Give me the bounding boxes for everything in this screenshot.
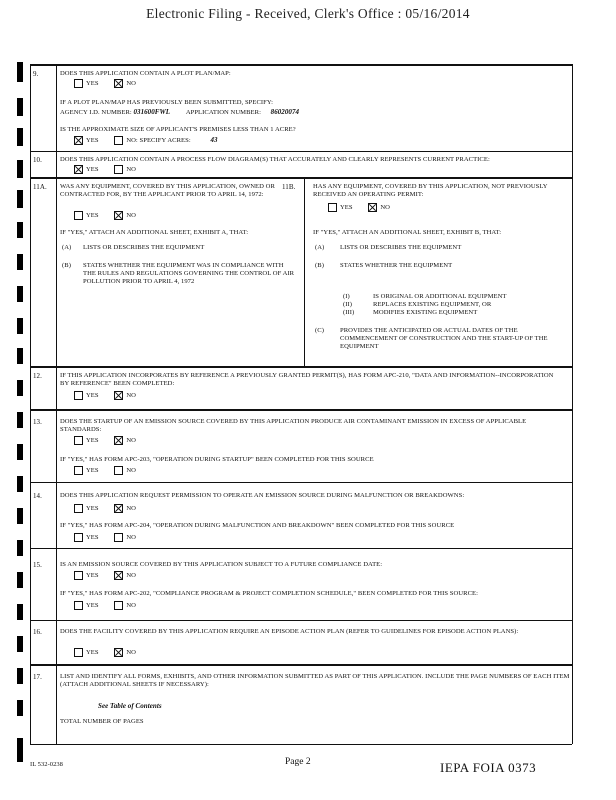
q13-yes-checkbox[interactable] [74,436,83,445]
agency-id-value: 031600FWL [133,108,171,116]
apc202-yes-checkbox[interactable] [74,601,83,610]
q9-no-checkbox[interactable] [114,79,123,88]
q11b-a-label: (A) [315,244,325,251]
q16-yes-checkbox[interactable] [74,648,83,657]
q14-no-checkbox[interactable] [114,504,123,513]
registration-mark [17,604,23,620]
registration-mark [17,190,23,208]
apc204-yes-checkbox[interactable] [74,533,83,542]
q9-number: 9. [33,70,39,78]
q12-no-checkbox[interactable] [114,391,123,400]
q16-no-checkbox[interactable] [114,648,123,657]
q11a-a-text: LISTS OR DESCRIBES THE EQUIPMENT [83,244,205,251]
acres-value: 43 [210,136,218,145]
q11a-a-label: (A) [62,244,72,251]
registration-mark [17,412,23,428]
agency-id-label: AGENCY I.D. NUMBER: [60,109,132,116]
q11b-yes-checkbox[interactable] [328,203,337,212]
q11a-no-checkbox[interactable] [114,211,123,220]
filing-header: Electronic Filing - Received, Clerk's Office : 05/16/2014 [146,6,470,21]
q13-no-checkbox[interactable] [114,436,123,445]
frame-right [572,64,573,744]
q11a-yes-checkbox[interactable] [74,211,83,220]
q11b-c-text: PROVIDES THE ANTICIPATED OR ACTUAL DATES OF THE COMMENCEMENT OF CONSTRUCTION AND THE START-UP OF THE EQUIPMENT [340,327,548,350]
q11b-i-label: (I) [343,293,350,300]
q11b-ii-label: (II) [343,301,352,308]
table-of-contents-note: See Table of Contents [98,702,162,710]
q11a-question: WAS ANY EQUIPMENT, COVERED BY THIS APPLICATION, OWNED OR CONTRACTED FOR, BY THE APPLICANT PRIOR TO APRIL 14, 1972: [60,183,275,198]
application-number-label: APPLICATION NUMBER: [185,109,261,116]
q13-number: 13. [33,418,42,426]
q10-number: 10. [33,156,42,164]
q11b-a-text: LISTS OR DESCRIBES THE EQUIPMENT [340,244,462,251]
acre-yes-checkbox[interactable] [74,136,83,145]
q10-question: DOES THIS APPLICATION CONTAIN A PROCESS FLOW DIAGRAM(S) THAT ACCURATELY AND CLEARLY REPRESENTS CURRENT PRACTICE: [60,156,490,163]
q16-question: DOES THE FACILITY COVERED BY THIS APPLICATION REQUIRE AN EPISODE ACTION PLAN (REFER TO GUIDELINES FOR EPISODE ACTION PLANS): [60,628,519,635]
q15-followup-options: YES NO [74,601,150,610]
rule-9 [30,151,572,152]
q11b-number: 11B. [282,183,296,191]
registration-mark [17,738,23,762]
registration-mark [17,254,23,270]
rule-10 [30,177,572,179]
q17-question: LIST AND IDENTIFY ALL FORMS, EXHIBITS, AND OTHER INFORMATION SUBMITTED AS PART OF THIS APPLICATION. INCLUDE THE PAGE NUMBERS OF EACH ITEM (ATTACH ADDITIONAL SHEETS IF NECESSARY): [60,673,570,688]
q11a-options: YES NO [74,211,150,220]
registration-mark [17,98,23,116]
rule-16 [30,664,572,666]
acre-no-checkbox[interactable] [114,136,123,145]
q15-no-checkbox[interactable] [114,571,123,580]
registration-mark [17,128,23,146]
page-number: Page 2 [285,757,311,767]
q9-yes-checkbox[interactable] [74,79,83,88]
exhibit-b-instruction: IF "YES," ATTACH AN ADDITIONAL SHEET, EXHIBIT B, THAT: [313,229,502,236]
registration-mark [17,348,23,364]
q10-no-checkbox[interactable] [114,165,123,174]
q9-acre-options: YES NO: SPECIFY ACRES: 43 [74,136,218,145]
registration-mark [17,700,23,716]
number-column-divider [56,64,57,744]
registration-mark [17,286,23,302]
q10-yes-checkbox[interactable] [74,165,83,174]
apc202-no-checkbox[interactable] [114,601,123,610]
q15-question: IS AN EMISSION SOURCE COVERED BY THIS APPLICATION SUBJECT TO A FUTURE COMPLIANCE DATE: [60,561,383,568]
q11a-b-label: (B) [62,262,71,269]
q9-agency-line [60,108,299,117]
q11b-i-text: IS ORIGINAL OR ADDITIONAL EQUIPMENT [373,293,507,300]
q14-question: DOES THIS APPLICATION REQUEST PERMISSION TO OPERATE AN EMISSION SOURCE DURING MALFUNCTION OR BREAKDOWNS: [60,492,465,499]
registration-mark [17,508,23,524]
q14-number: 14. [33,492,42,500]
registration-mark [17,222,23,238]
application-number-value: 86020074 [270,108,300,116]
frame-left [30,64,31,744]
q14-options: YES NO [74,504,150,513]
rule-15 [30,620,572,621]
q11a-b-text: STATES WHETHER THE EQUIPMENT WAS IN COMPLIANCE WITH THE RULES AND REGULATIONS GOVERNING THE CONTROL OF AIR POLLUTION PRIOR TO APRIL 4, 1972 [83,262,295,285]
q9-question: DOES THIS APPLICATION CONTAIN A PLOT PLAN/MAP: [60,70,231,77]
q13-followup: IF "YES," HAS FORM APC-203, "OPERATION DURING STARTUP" BEEN COMPLETED FOR THIS SOURCE [60,456,374,463]
q14-followup: IF "YES," HAS FORM APC-204, "OPERATION DURING MALFUNCTION AND BREAKDOWN" BEEN COMPLETED FOR THIS SOURCE [60,522,455,529]
q12-yes-checkbox[interactable] [74,391,83,400]
q11b-options: YES NO [328,203,404,212]
q11-divider [304,177,305,366]
q15-options: YES NO [74,571,150,580]
total-pages-label: TOTAL NUMBER OF PAGES [60,718,144,725]
q15-number: 15. [33,561,42,569]
q12-options: YES NO [74,391,150,400]
q13-followup-options: YES NO [74,466,150,475]
q9-acre-question: IS THE APPROXIMATE SIZE OF APPLICANT'S PREMISES LESS THAN 1 ACRE? [60,126,296,133]
q11b-no-checkbox[interactable] [368,203,377,212]
rule-top [30,64,572,66]
q14-followup-options: YES NO [74,533,150,542]
registration-mark [17,636,23,652]
rule-12 [30,409,572,411]
q12-number: 12. [33,372,42,380]
q13-question: DOES THE STARTUP OF AN EMISSION SOURCE COVERED BY THIS APPLICATION PRODUCE AIR CONTAMINANT EMISSION IN EXCESS OF APPLICABLE STANDARDS: [60,418,527,433]
rule-14 [30,548,572,549]
form-number: IL 532-0238 [30,761,63,768]
q10-options: YES NO [74,165,150,174]
apc203-no-checkbox[interactable] [114,466,123,475]
q11b-b-label: (B) [315,262,324,269]
q16-options: YES NO [74,648,150,657]
q9-previous-plan: IF A PLOT PLAN/MAP HAS PREVIOUSLY BEEN SUBMITTED, SPECIFY: [60,99,273,106]
registration-mark [17,668,23,684]
q15-followup: IF "YES," HAS FORM APC-202, "COMPLIANCE PROGRAM & PROJECT COMPLETION SCHEDULE," BEEN COMPLETED FOR THIS SOURCE: [60,590,478,597]
registration-mark [17,572,23,588]
registration-mark [17,160,23,178]
q11b-c-label: (C) [315,327,324,334]
q15-yes-checkbox[interactable] [74,571,83,580]
q14-yes-checkbox[interactable] [74,504,83,513]
registration-mark [17,476,23,492]
apc203-yes-checkbox[interactable] [74,466,83,475]
registration-mark [17,380,23,396]
q9-options: YES NO [74,79,150,88]
rule-13 [30,482,572,483]
rule-11 [30,366,572,368]
rule-bottom [30,744,572,745]
registration-mark [17,540,23,556]
foia-stamp: IEPA FOIA 0373 [440,760,537,775]
q11b-iii-text: MODIFIES EXISTING EQUIPMENT [373,309,478,316]
registration-mark [17,62,23,82]
q16-number: 16. [33,628,42,636]
q13-options: YES NO [74,436,150,445]
q11b-ii-text: REPLACES EXISTING EQUIPMENT, OR [373,301,492,308]
q11b-iii-label: (III) [343,309,355,316]
exhibit-a-instruction: IF "YES," ATTACH AN ADDITIONAL SHEET, EXHIBIT A, THAT: [60,229,249,236]
registration-mark [17,318,23,334]
q17-number: 17. [33,673,42,681]
q11b-question: HAS ANY EQUIPMENT, COVERED BY THIS APPLICATION, NOT PREVIOUSLY RECEIVED AN OPERATING PERMIT: [313,183,548,198]
q12-question: IF THIS APPLICATION INCORPORATES BY REFERENCE A PREVIOUSLY GRANTED PERMIT(S), HAS FORM APC-210, "DATA AND INFORMATION--INCORPORATION BY REFERENCE" BEEN COMPLETED: [60,372,554,387]
registration-mark [17,444,23,460]
q11b-b-text: STATES WHETHER THE EQUIPMENT [340,262,453,269]
apc204-no-checkbox[interactable] [114,533,123,542]
q11a-number: 11A. [33,183,47,191]
